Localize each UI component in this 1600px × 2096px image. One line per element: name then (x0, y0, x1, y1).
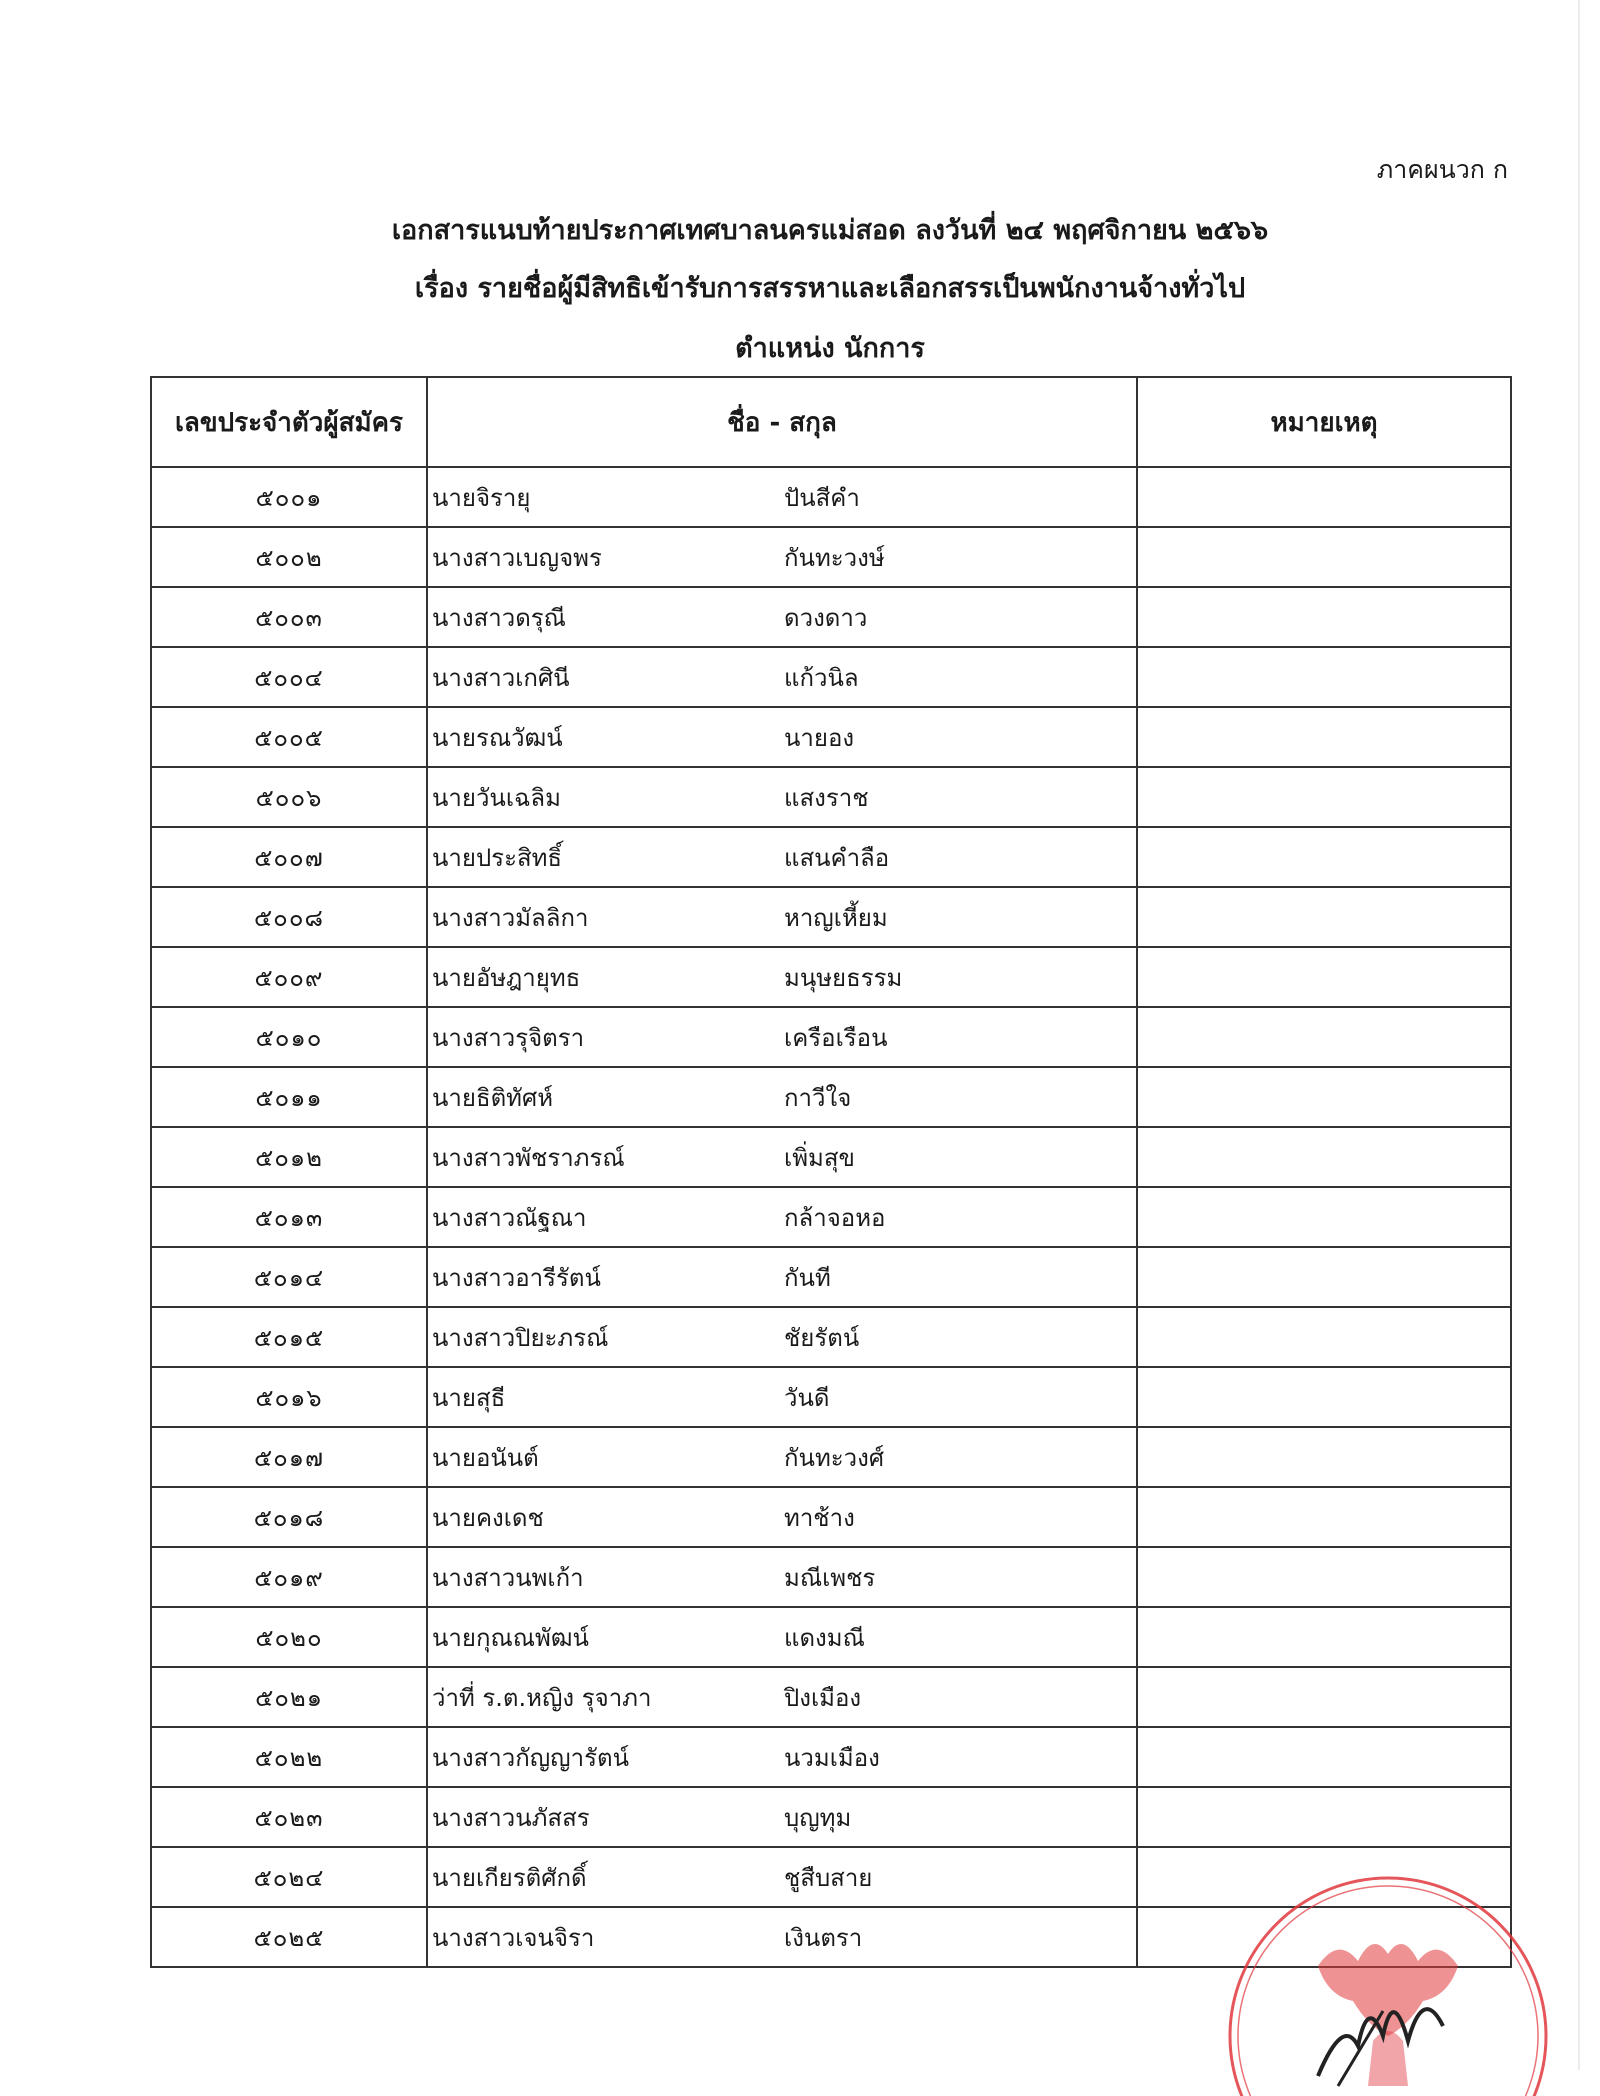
applicant-first-name: นางสาวรุจิตรา (432, 1023, 585, 1052)
applicant-name-cell (427, 1427, 1137, 1487)
table-row (151, 587, 1511, 647)
table-row (151, 1547, 1511, 1607)
applicant-note (1137, 1187, 1511, 1247)
applicant-name-cell (427, 587, 1137, 647)
applicant-name-cell (427, 1187, 1137, 1247)
appendix-label: ภาคผนวก ก (1376, 155, 1508, 184)
table-row (151, 767, 1511, 827)
applicant-id: ๕๐๐๔ (151, 647, 427, 707)
applicant-last-name: กันที (784, 1263, 831, 1292)
table-row (151, 1487, 1511, 1547)
applicant-last-name: แสงราช (784, 783, 869, 812)
applicant-id: ๕๐๒๒ (151, 1727, 427, 1787)
table-row (151, 1607, 1511, 1667)
applicant-first-name: ว่าที่ ร.ต.หญิง รุจาภา (432, 1683, 652, 1712)
applicant-last-name: บุญทุม (784, 1803, 852, 1832)
applicant-note (1137, 587, 1511, 647)
applicant-id: ๕๐๑๑ (151, 1067, 427, 1127)
applicant-first-name: นายธิติทัศห์ (432, 1083, 554, 1112)
applicant-note (1137, 947, 1511, 1007)
applicant-note (1137, 1367, 1511, 1427)
applicant-name-cell (427, 1907, 1137, 1967)
applicant-note (1137, 467, 1511, 527)
applicant-name-cell (427, 1847, 1137, 1907)
applicant-name-cell (427, 947, 1137, 1007)
applicant-id: ๕๐๑๗ (151, 1427, 427, 1487)
applicant-name-cell (427, 1547, 1137, 1607)
applicant-last-name: หาญเหี้ยม (784, 903, 888, 932)
applicant-last-name: ทาช้าง (784, 1503, 855, 1532)
applicant-id: ๕๐๑๓ (151, 1187, 427, 1247)
applicant-first-name: นางสาวกัญญารัตน์ (432, 1743, 629, 1772)
document-subject: เรื่อง รายชื่อผู้มีสิทธิเข้ารับการสรรหาและเลือกสรรเป็นพนักงานจ้างทั่วไป (414, 273, 1246, 304)
applicant-first-name: นายกุณณพัฒน์ (432, 1623, 589, 1652)
applicant-note (1137, 827, 1511, 887)
applicant-name-cell (427, 767, 1137, 827)
applicant-last-name: ปิงเมือง (784, 1683, 862, 1712)
table-row (151, 1427, 1511, 1487)
applicant-note (1137, 1067, 1511, 1127)
applicant-name-cell (427, 707, 1137, 767)
table-row (151, 887, 1511, 947)
applicant-note (1137, 767, 1511, 827)
table-row (151, 1307, 1511, 1367)
table-row (151, 527, 1511, 587)
applicant-last-name: นายอง (784, 723, 855, 752)
column-header-name: ชื่อ - สกุล (427, 377, 1137, 467)
applicant-id: ๕๐๐๘ (151, 887, 427, 947)
table-row (151, 1067, 1511, 1127)
applicant-last-name: เงินตรา (784, 1923, 863, 1952)
applicant-first-name: นายรณวัฒน์ (432, 723, 563, 752)
applicant-name-cell (427, 1007, 1137, 1067)
applicant-last-name: ดวงดาว (784, 603, 868, 632)
applicant-first-name: นายสุธี (432, 1383, 506, 1412)
applicant-id: ๕๐๐๖ (151, 767, 427, 827)
applicant-first-name: นางสาวนภัสสร (432, 1803, 590, 1832)
applicant-name-cell (427, 467, 1137, 527)
applicant-note (1137, 1427, 1511, 1487)
table-row (151, 467, 1511, 527)
applicant-id: ๕๐๒๐ (151, 1607, 427, 1667)
applicant-last-name: มณีเพชร (784, 1563, 876, 1592)
applicant-last-name: นวมเมือง (784, 1743, 880, 1772)
applicant-last-name: เครือเรือน (784, 1023, 888, 1052)
table-row (151, 1727, 1511, 1787)
applicant-last-name: กันทะวงศ์ (784, 1443, 885, 1472)
applicant-note (1137, 1607, 1511, 1667)
applicant-last-name: กล้าจอหอ (784, 1203, 886, 1232)
applicant-last-name: กันทะวงษ์ (784, 543, 885, 572)
applicant-last-name: แสนคำลือ (784, 843, 890, 872)
applicant-note (1137, 1667, 1511, 1727)
applicant-id: ๕๐๑๔ (151, 1247, 427, 1307)
applicant-first-name: นายอัษฎายุทธ (432, 963, 581, 992)
applicant-name-cell (427, 1307, 1137, 1367)
applicant-note (1137, 1307, 1511, 1367)
table-row (151, 947, 1511, 1007)
applicant-id: ๕๐๐๗ (151, 827, 427, 887)
column-header-note: หมายเหตุ (1137, 377, 1511, 467)
applicant-first-name: นางสาวมัลลิกา (432, 903, 589, 932)
applicant-name-cell (427, 1787, 1137, 1847)
applicant-last-name: ชัยรัตน์ (784, 1323, 860, 1352)
applicant-name-cell (427, 1667, 1137, 1727)
applicant-id: ๕๐๐๕ (151, 707, 427, 767)
table-row (151, 1667, 1511, 1727)
table-header-row (151, 377, 1511, 467)
applicant-id: ๕๐๒๕ (151, 1907, 427, 1967)
column-header-id: เลขประจำตัวผู้สมัคร (151, 377, 427, 467)
candidate-table (150, 376, 1512, 1968)
applicant-first-name: นายอนันต์ (432, 1443, 539, 1472)
applicant-id: ๕๐๒๔ (151, 1847, 427, 1907)
applicant-first-name: นางสาวอารีรัตน์ (432, 1263, 601, 1292)
applicant-note (1137, 1127, 1511, 1187)
applicant-first-name: นางสาวเจนจิรา (432, 1923, 595, 1952)
applicant-first-name: นายประสิทธิ์ (432, 843, 563, 872)
applicant-first-name: นางสาวปิยะภรณ์ (432, 1323, 609, 1352)
applicant-last-name: ชูสืบสาย (784, 1863, 873, 1892)
applicant-name-cell (427, 527, 1137, 587)
applicant-name-cell (427, 1487, 1137, 1547)
applicant-note (1137, 887, 1511, 947)
applicant-note (1137, 1247, 1511, 1307)
page-edge (1578, 0, 1580, 2070)
applicant-name-cell (427, 827, 1137, 887)
garuda-seal-icon (1208, 1836, 1568, 2096)
applicant-first-name: นายเกียรติศักดิ์ (432, 1863, 587, 1892)
applicant-name-cell (427, 1367, 1137, 1427)
table-row (151, 1367, 1511, 1427)
applicant-first-name: นางสาวณัฐณา (432, 1203, 587, 1232)
table-row (151, 827, 1511, 887)
applicant-id: ๕๐๒๓ (151, 1787, 427, 1847)
applicant-id: ๕๐๑๐ (151, 1007, 427, 1067)
applicant-note (1137, 1727, 1511, 1787)
applicant-id: ๕๐๐๒ (151, 527, 427, 587)
applicant-first-name: นายวันเฉลิม (432, 783, 561, 812)
table-row (151, 1247, 1511, 1307)
applicant-last-name: แดงมณี (784, 1623, 865, 1652)
applicant-first-name: นางสาวดรุณี (432, 603, 566, 632)
applicant-name-cell (427, 647, 1137, 707)
applicant-last-name: แก้วนิล (784, 663, 859, 692)
applicant-name-cell (427, 1067, 1137, 1127)
table-row (151, 647, 1511, 707)
applicant-id: ๕๐๑๕ (151, 1307, 427, 1367)
applicant-id: ๕๐๐๙ (151, 947, 427, 1007)
applicant-name-cell (427, 1607, 1137, 1667)
table-row (151, 1187, 1511, 1247)
applicant-name-cell (427, 887, 1137, 947)
applicant-note (1137, 1547, 1511, 1607)
applicant-last-name: วันดี (784, 1383, 830, 1412)
applicant-id: ๕๐๑๒ (151, 1127, 427, 1187)
applicant-id: ๕๐๑๘ (151, 1487, 427, 1547)
applicant-last-name: เพิ่มสุข (784, 1143, 855, 1172)
applicant-first-name: นางสาวเกศินี (432, 663, 570, 692)
table-row (151, 707, 1511, 767)
applicant-note (1137, 1487, 1511, 1547)
applicant-first-name: นายจิรายุ (432, 483, 531, 512)
applicant-name-cell (427, 1127, 1137, 1187)
table-row (151, 1007, 1511, 1067)
applicant-last-name: กาวีใจ (784, 1083, 852, 1112)
position-title: ตำแหน่ง นักการ (735, 333, 925, 364)
applicant-note (1137, 707, 1511, 767)
applicant-note (1137, 527, 1511, 587)
applicant-id: ๕๐๑๙ (151, 1547, 427, 1607)
applicant-last-name: ปันสีคำ (784, 483, 860, 512)
applicant-first-name: นางสาวเบญจพร (432, 543, 602, 572)
table-row (151, 1127, 1511, 1187)
applicant-note (1137, 647, 1511, 707)
applicant-id: ๕๐๑๖ (151, 1367, 427, 1427)
document-heading: เอกสารแนบท้ายประกาศเทศบาลนครแม่สอด ลงวันที่ ๒๔ พฤศจิกายน ๒๕๖๖ (391, 215, 1269, 246)
applicant-id: ๕๐๒๑ (151, 1667, 427, 1727)
applicant-first-name: นางสาวพัชราภรณ์ (432, 1143, 625, 1172)
applicant-id: ๕๐๐๑ (151, 467, 427, 527)
applicant-name-cell (427, 1247, 1137, 1307)
applicant-first-name: นางสาวนพเก้า (432, 1563, 584, 1592)
applicant-name-cell (427, 1727, 1137, 1787)
applicant-note (1137, 1007, 1511, 1067)
applicant-id: ๕๐๐๓ (151, 587, 427, 647)
applicant-last-name: มนุษยธรรม (784, 963, 903, 992)
applicant-first-name: นายคงเดช (432, 1503, 544, 1532)
